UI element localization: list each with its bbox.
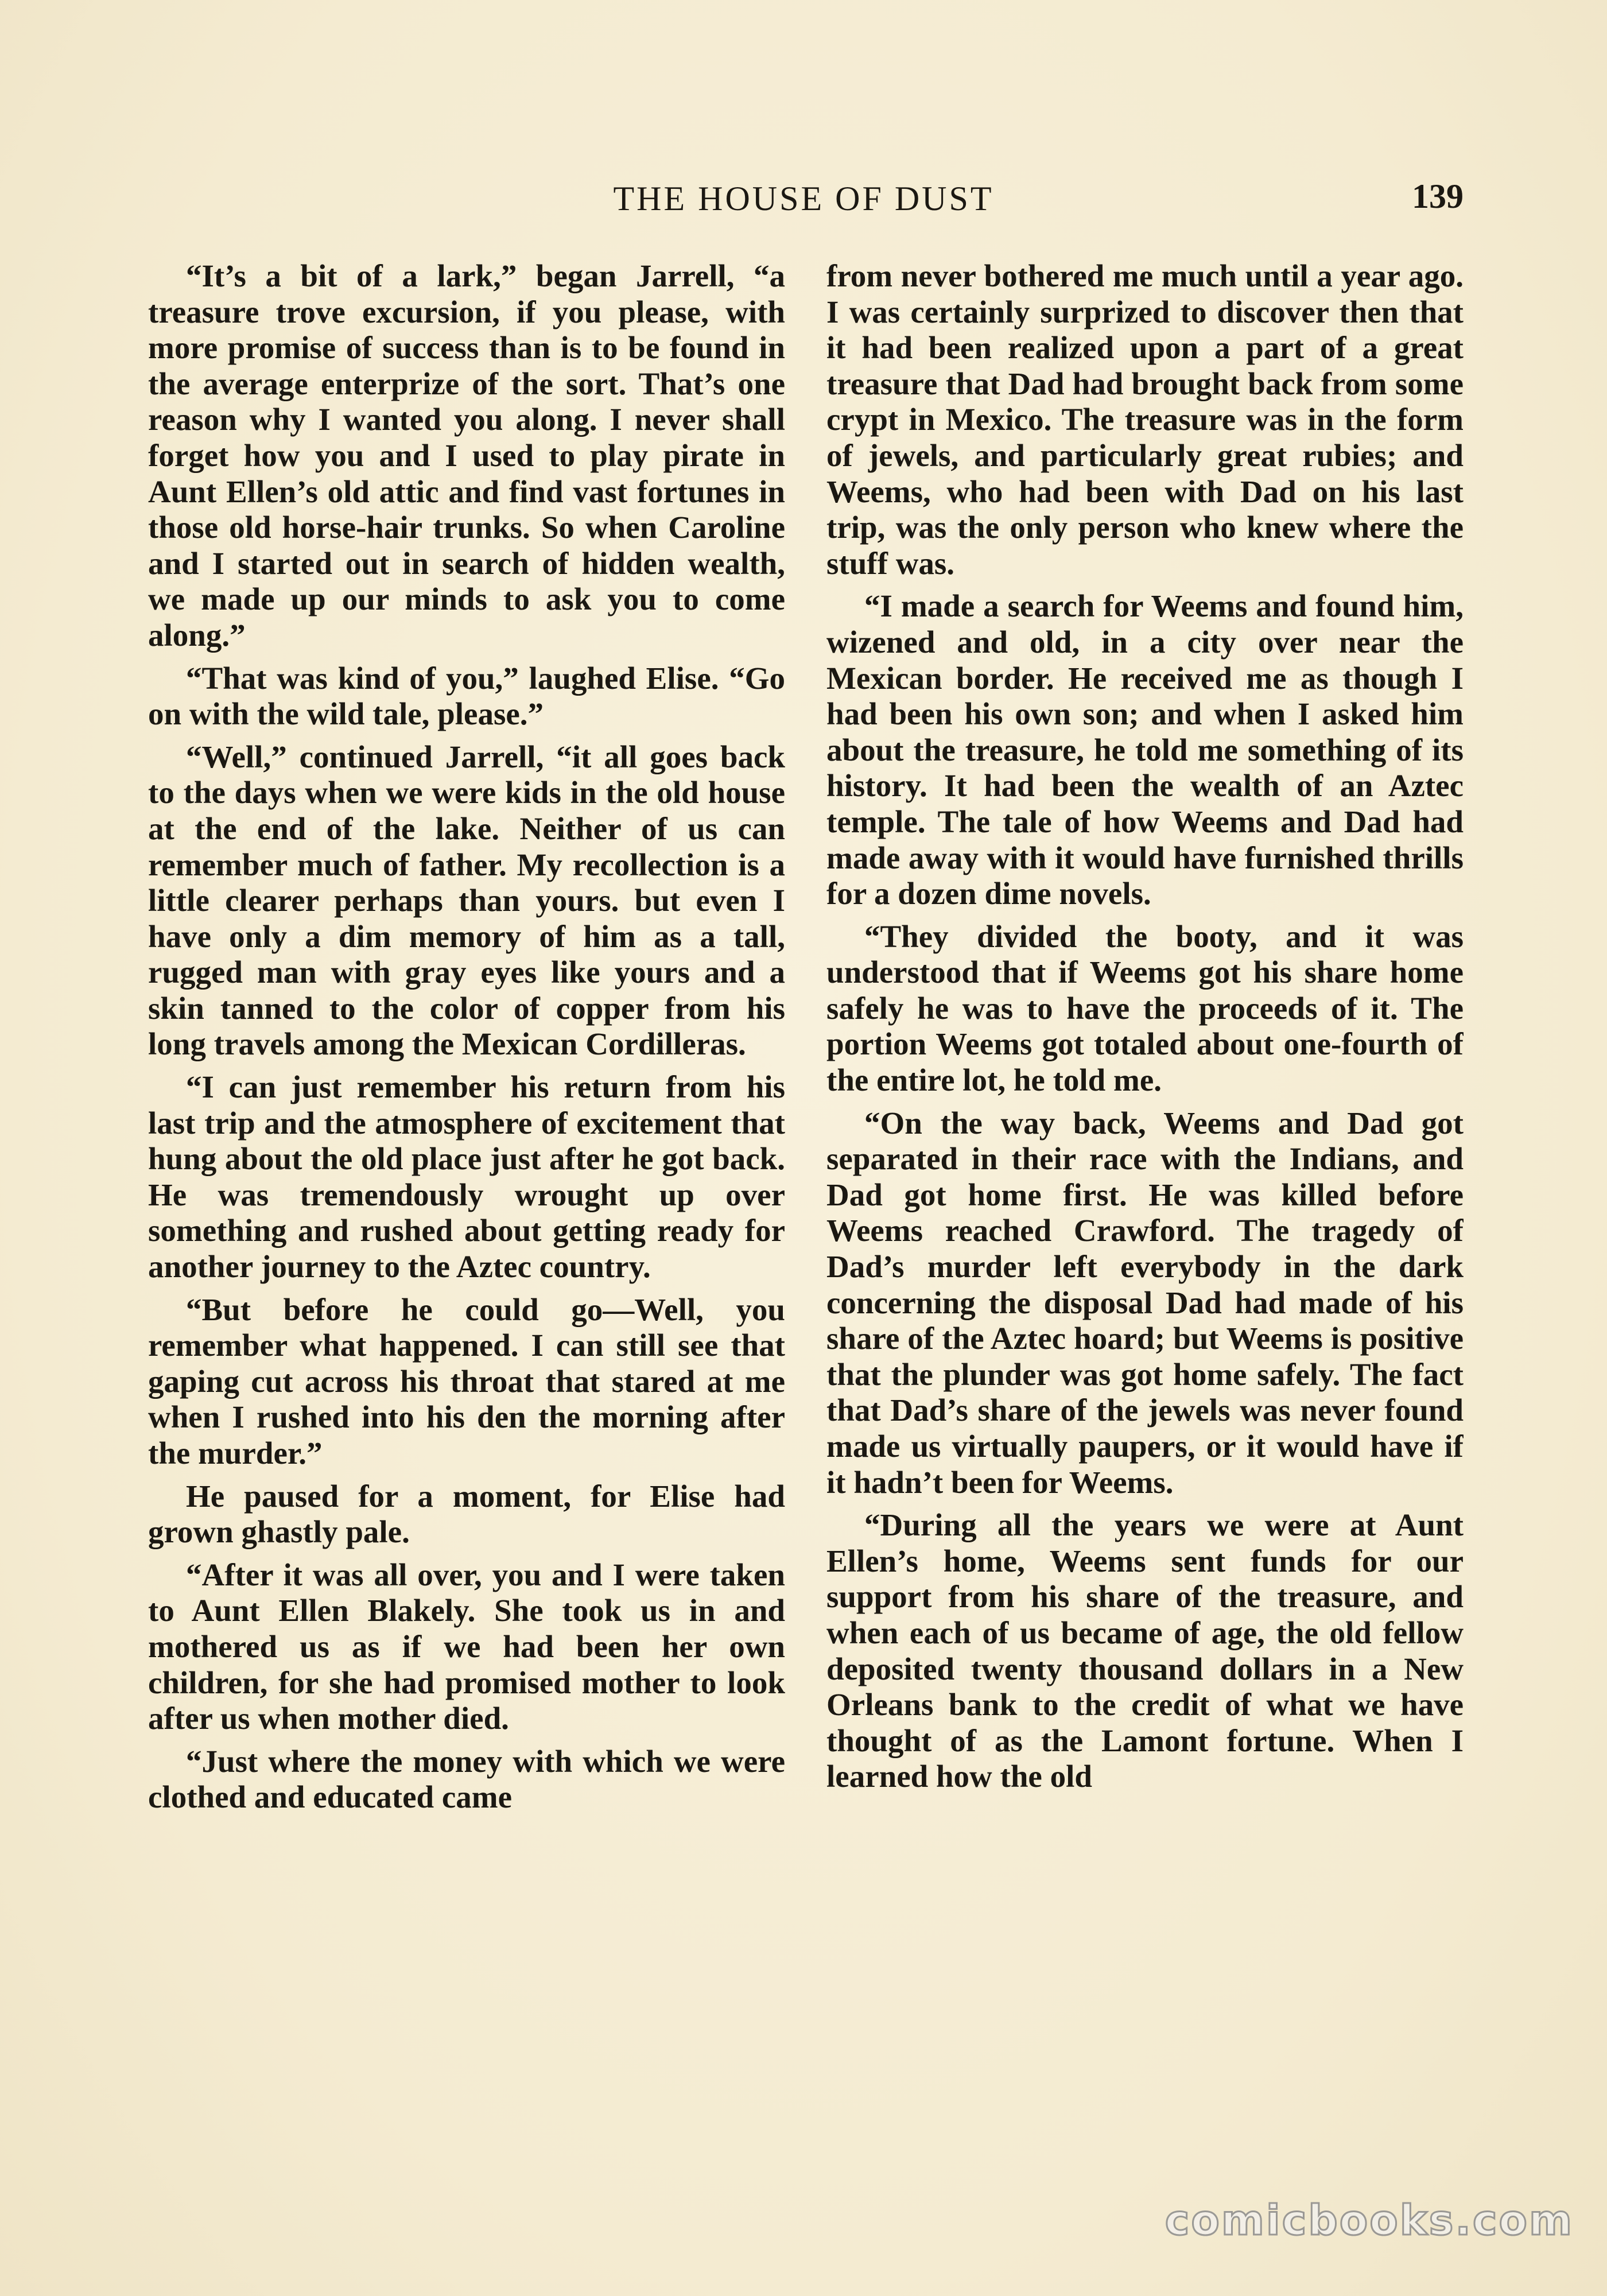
paragraph: “I can just remember his return from his last trip and the atmosphere of excitement that hung about the old place just after he got back. He was tremendously wrought up over something and rushed about getting ready for another journey to the Aztec country. [148, 1069, 785, 1285]
watermark: comicbooks.com [1165, 2196, 1574, 2244]
paragraph: “That was kind of you,” laughed Elise. “Go on with the wild tale, please.” [148, 660, 785, 732]
paragraph: “They divided the booty, and it was understood that if Weems got his share home safely he was to have the proceeds of it. The portion Weems got totaled about one-fourth of the entire lot, he told me. [826, 918, 1464, 1098]
right-text-column [826, 258, 1464, 2124]
left-text-column [148, 258, 785, 2124]
paragraph-continued: from never bothered me much until a year ago. I was certainly surprized to discover then that it had been realized upon a part of a great treasure that Dad had brought back from some crypt in Mexico. The treasure was in the form of jewels, and particularly great rubies; and Weems, who had been with Dad on his last trip, was the only person who knew where the stuff was. [826, 258, 1464, 581]
paragraph: “On the way back, Weems and Dad got separated in their race with the Indians, and Dad got home first. He was killed before Weems reached Crawford. The tragedy of Dad’s murder left everybody in the dark concerning the disposal Dad had made of his share of the Aztec hoard; but Weems is positive that the plunder was got home safely. The fact that Dad’s share of the jewels was never found made us virtually paupers, or it would have if it hadn’t been for Weems. [826, 1105, 1464, 1500]
page-number: 139 [1412, 177, 1464, 215]
paragraph: “Just where the money with which we were clothed and educated came [148, 1743, 785, 1815]
paragraph: “But before he could go—Well, you remember what happened. I can still see that gaping cut across his throat that stared at me when I rushed into his den the morning after the murder.” [148, 1292, 785, 1471]
paragraph: “It’s a bit of a lark,” began Jarrell, “a treasure trove excursion, if you please, with more promise of success than is to be found in the average enterprize of the sort. That’s one reason why I wanted you along. I never shall forget how you and I used to play pirate in Aunt Ellen’s old attic and find vast fortunes in those old horse-hair trunks. So when Caroline and I started out in search of hidden wealth, we made up our minds to ask you to come along.” [148, 258, 785, 653]
paragraph: He paused for a moment, for Elise had grown ghastly pale. [148, 1478, 785, 1550]
running-title: THE HOUSE OF DUST [613, 180, 994, 218]
paragraph: “During all the years we were at Aunt Ellen’s home, Weems sent funds for our support from his share of the treasure, and when each of us became of age, the old fellow deposited twenty thousand dollars in a New Orleans bank to the credit of what we have thought of as the Lamont fortune. When I learned how the old [826, 1507, 1464, 1794]
running-head [0, 172, 1607, 218]
paragraph: “Well,” continued Jarrell, “it all goes back to the days when we were kids in the old house at the end of the lake. Neither of us can remember much of father. My recollection is a little clearer perhaps than yours. but even I have only a dim memory of him as a tall, rugged man with gray eyes like yours and a skin tanned to the color of copper from his long travels among the Mexican Cordilleras. [148, 739, 785, 1062]
paragraph: “I made a search for Weems and found him, wizened and old, in a city over near the Mexican border. He received me as though I had been his own son; and when I asked him about the treasure, he told me something of its history. It had been the wealth of an Aztec temple. The tale of how Weems and Dad had made away with it would have furnished thrills for a dozen dime novels. [826, 588, 1464, 912]
paragraph: “After it was all over, you and I were taken to Aunt Ellen Blakely. She took us in and mothered us as if we had been her own children, for she had promised mother to look after us when mother died. [148, 1557, 785, 1736]
